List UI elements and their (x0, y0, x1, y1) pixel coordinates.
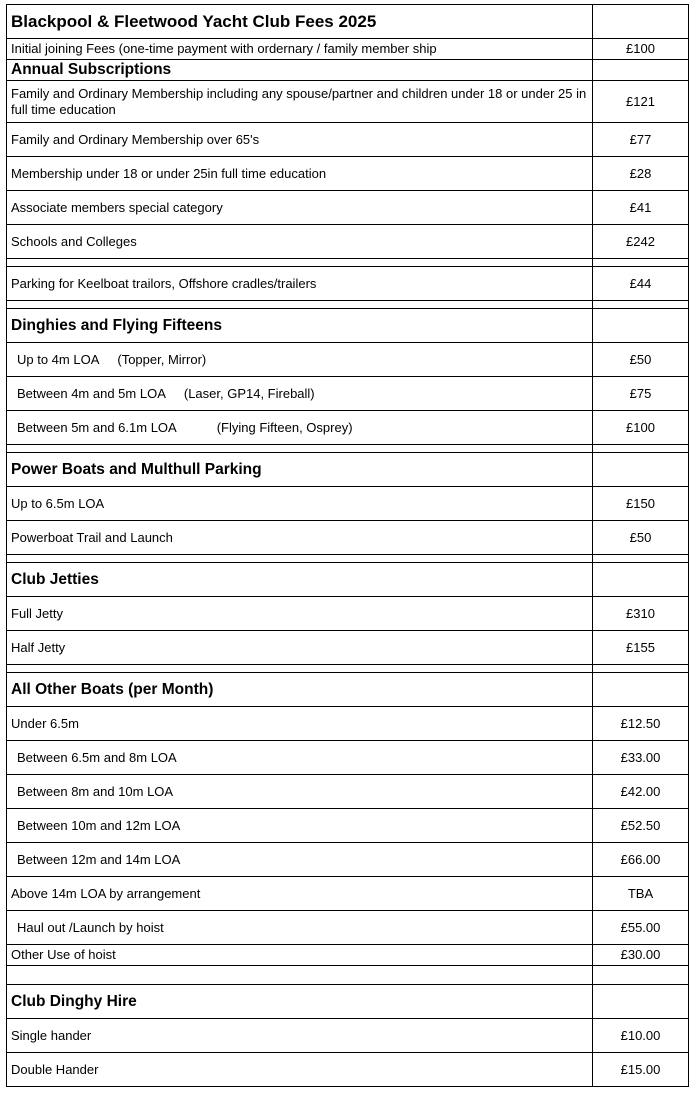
fee-row (7, 123, 689, 157)
fee-price: £100 (593, 411, 689, 445)
fee-row (7, 157, 689, 191)
fee-description: Family and Ordinary Membership including any spouse/partner and children under 18 or under 25 in full time education (7, 81, 593, 123)
fee-row (7, 343, 689, 377)
fee-description: Initial joining Fees (one-time payment with ordernary / family member ship (7, 39, 593, 60)
fee-price: £52.50 (593, 809, 689, 843)
fee-price: TBA (593, 877, 689, 911)
section-heading: All Other Boats (per Month) (7, 673, 593, 707)
fee-price: £44 (593, 267, 689, 301)
spacer-row (7, 301, 689, 309)
spacer-row (7, 555, 689, 563)
fee-price: £75 (593, 377, 689, 411)
fee-row (7, 775, 689, 809)
fee-price: £310 (593, 597, 689, 631)
boat-size: Between 4m and 5m LOA (17, 385, 166, 401)
fee-description: Between 12m and 14m LOA (7, 843, 593, 877)
section-heading-row (7, 60, 689, 81)
fee-row (7, 39, 689, 60)
fee-description (7, 377, 593, 411)
fee-description: Single hander (7, 1019, 593, 1053)
fee-description (7, 343, 593, 377)
fee-price: £150 (593, 487, 689, 521)
fee-price: £12.50 (593, 707, 689, 741)
section-heading: Dinghies and Flying Fifteens (7, 309, 593, 343)
fee-price: £242 (593, 225, 689, 259)
empty-cell (593, 5, 689, 39)
fee-price: £28 (593, 157, 689, 191)
fee-row (7, 81, 689, 123)
fee-row (7, 225, 689, 259)
section-heading-row (7, 563, 689, 597)
fee-row (7, 741, 689, 775)
section-heading-row (7, 985, 689, 1019)
fee-price: £15.00 (593, 1053, 689, 1087)
fees-table (6, 4, 689, 1087)
fee-description: Under 6.5m (7, 707, 593, 741)
fee-description: Schools and Colleges (7, 225, 593, 259)
fee-price: £77 (593, 123, 689, 157)
fee-description (7, 411, 593, 445)
fee-row (7, 411, 689, 445)
fee-description: Up to 6.5m LOA (7, 487, 593, 521)
fee-row (7, 843, 689, 877)
empty-cell (593, 563, 689, 597)
fee-row (7, 377, 689, 411)
fee-row (7, 631, 689, 665)
fee-description: Membership under 18 or under 25in full time education (7, 157, 593, 191)
fee-row (7, 487, 689, 521)
page-title: Blackpool & Fleetwood Yacht Club Fees 2025 (7, 5, 593, 39)
fee-description: Half Jetty (7, 631, 593, 665)
fee-price: £41 (593, 191, 689, 225)
fee-row (7, 191, 689, 225)
boat-size: Up to 4m LOA (17, 351, 100, 367)
fee-description: Above 14m LOA by arrangement (7, 877, 593, 911)
fee-description: Other Use of hoist (7, 945, 593, 966)
empty-cell (593, 309, 689, 343)
fee-row (7, 1019, 689, 1053)
fee-price: £10.00 (593, 1019, 689, 1053)
section-heading: Annual Subscriptions (7, 60, 593, 81)
section-heading: Club Dinghy Hire (7, 985, 593, 1019)
empty-cell (593, 673, 689, 707)
fee-price: £66.00 (593, 843, 689, 877)
fee-price: £55.00 (593, 911, 689, 945)
fee-row (7, 911, 689, 945)
fee-price: £30.00 (593, 945, 689, 966)
fee-row (7, 707, 689, 741)
fee-price: £50 (593, 521, 689, 555)
spacer-row (7, 966, 689, 985)
fee-price: £42.00 (593, 775, 689, 809)
spacer-row (7, 259, 689, 267)
fee-row (7, 877, 689, 911)
spacer-row (7, 665, 689, 673)
fee-description: Parking for Keelboat trailors, Offshore cradles/trailers (7, 267, 593, 301)
fee-row (7, 1053, 689, 1087)
fee-price: £121 (593, 81, 689, 123)
fee-row (7, 521, 689, 555)
fee-description: Between 10m and 12m LOA (7, 809, 593, 843)
boat-classes: (Topper, Mirror) (117, 351, 207, 367)
fee-price: £33.00 (593, 741, 689, 775)
empty-cell (593, 60, 689, 81)
fee-price: £100 (593, 39, 689, 60)
section-heading: Club Jetties (7, 563, 593, 597)
spacer-row (7, 445, 689, 453)
fee-description: Family and Ordinary Membership over 65's (7, 123, 593, 157)
fee-description: Double Hander (7, 1053, 593, 1087)
title-row (7, 5, 689, 39)
fee-row (7, 597, 689, 631)
fee-description: Associate members special category (7, 191, 593, 225)
fee-description: Between 8m and 10m LOA (7, 775, 593, 809)
boat-classes: (Laser, GP14, Fireball) (183, 385, 315, 401)
fee-row (7, 809, 689, 843)
fee-description: Full Jetty (7, 597, 593, 631)
empty-cell (593, 985, 689, 1019)
section-heading-row (7, 453, 689, 487)
fee-row (7, 945, 689, 966)
fee-description: Powerboat Trail and Launch (7, 521, 593, 555)
boat-size: Between 5m and 6.1m LOA (17, 419, 177, 435)
fee-description: Haul out /Launch by hoist (7, 911, 593, 945)
fee-row (7, 267, 689, 301)
section-heading-row (7, 309, 689, 343)
section-heading: Power Boats and Multhull Parking (7, 453, 593, 487)
fee-description: Between 6.5m and 8m LOA (7, 741, 593, 775)
empty-cell (593, 453, 689, 487)
boat-classes: (Flying Fifteen, Osprey) (216, 419, 353, 435)
section-heading-row (7, 673, 689, 707)
fee-price: £50 (593, 343, 689, 377)
fee-price: £155 (593, 631, 689, 665)
